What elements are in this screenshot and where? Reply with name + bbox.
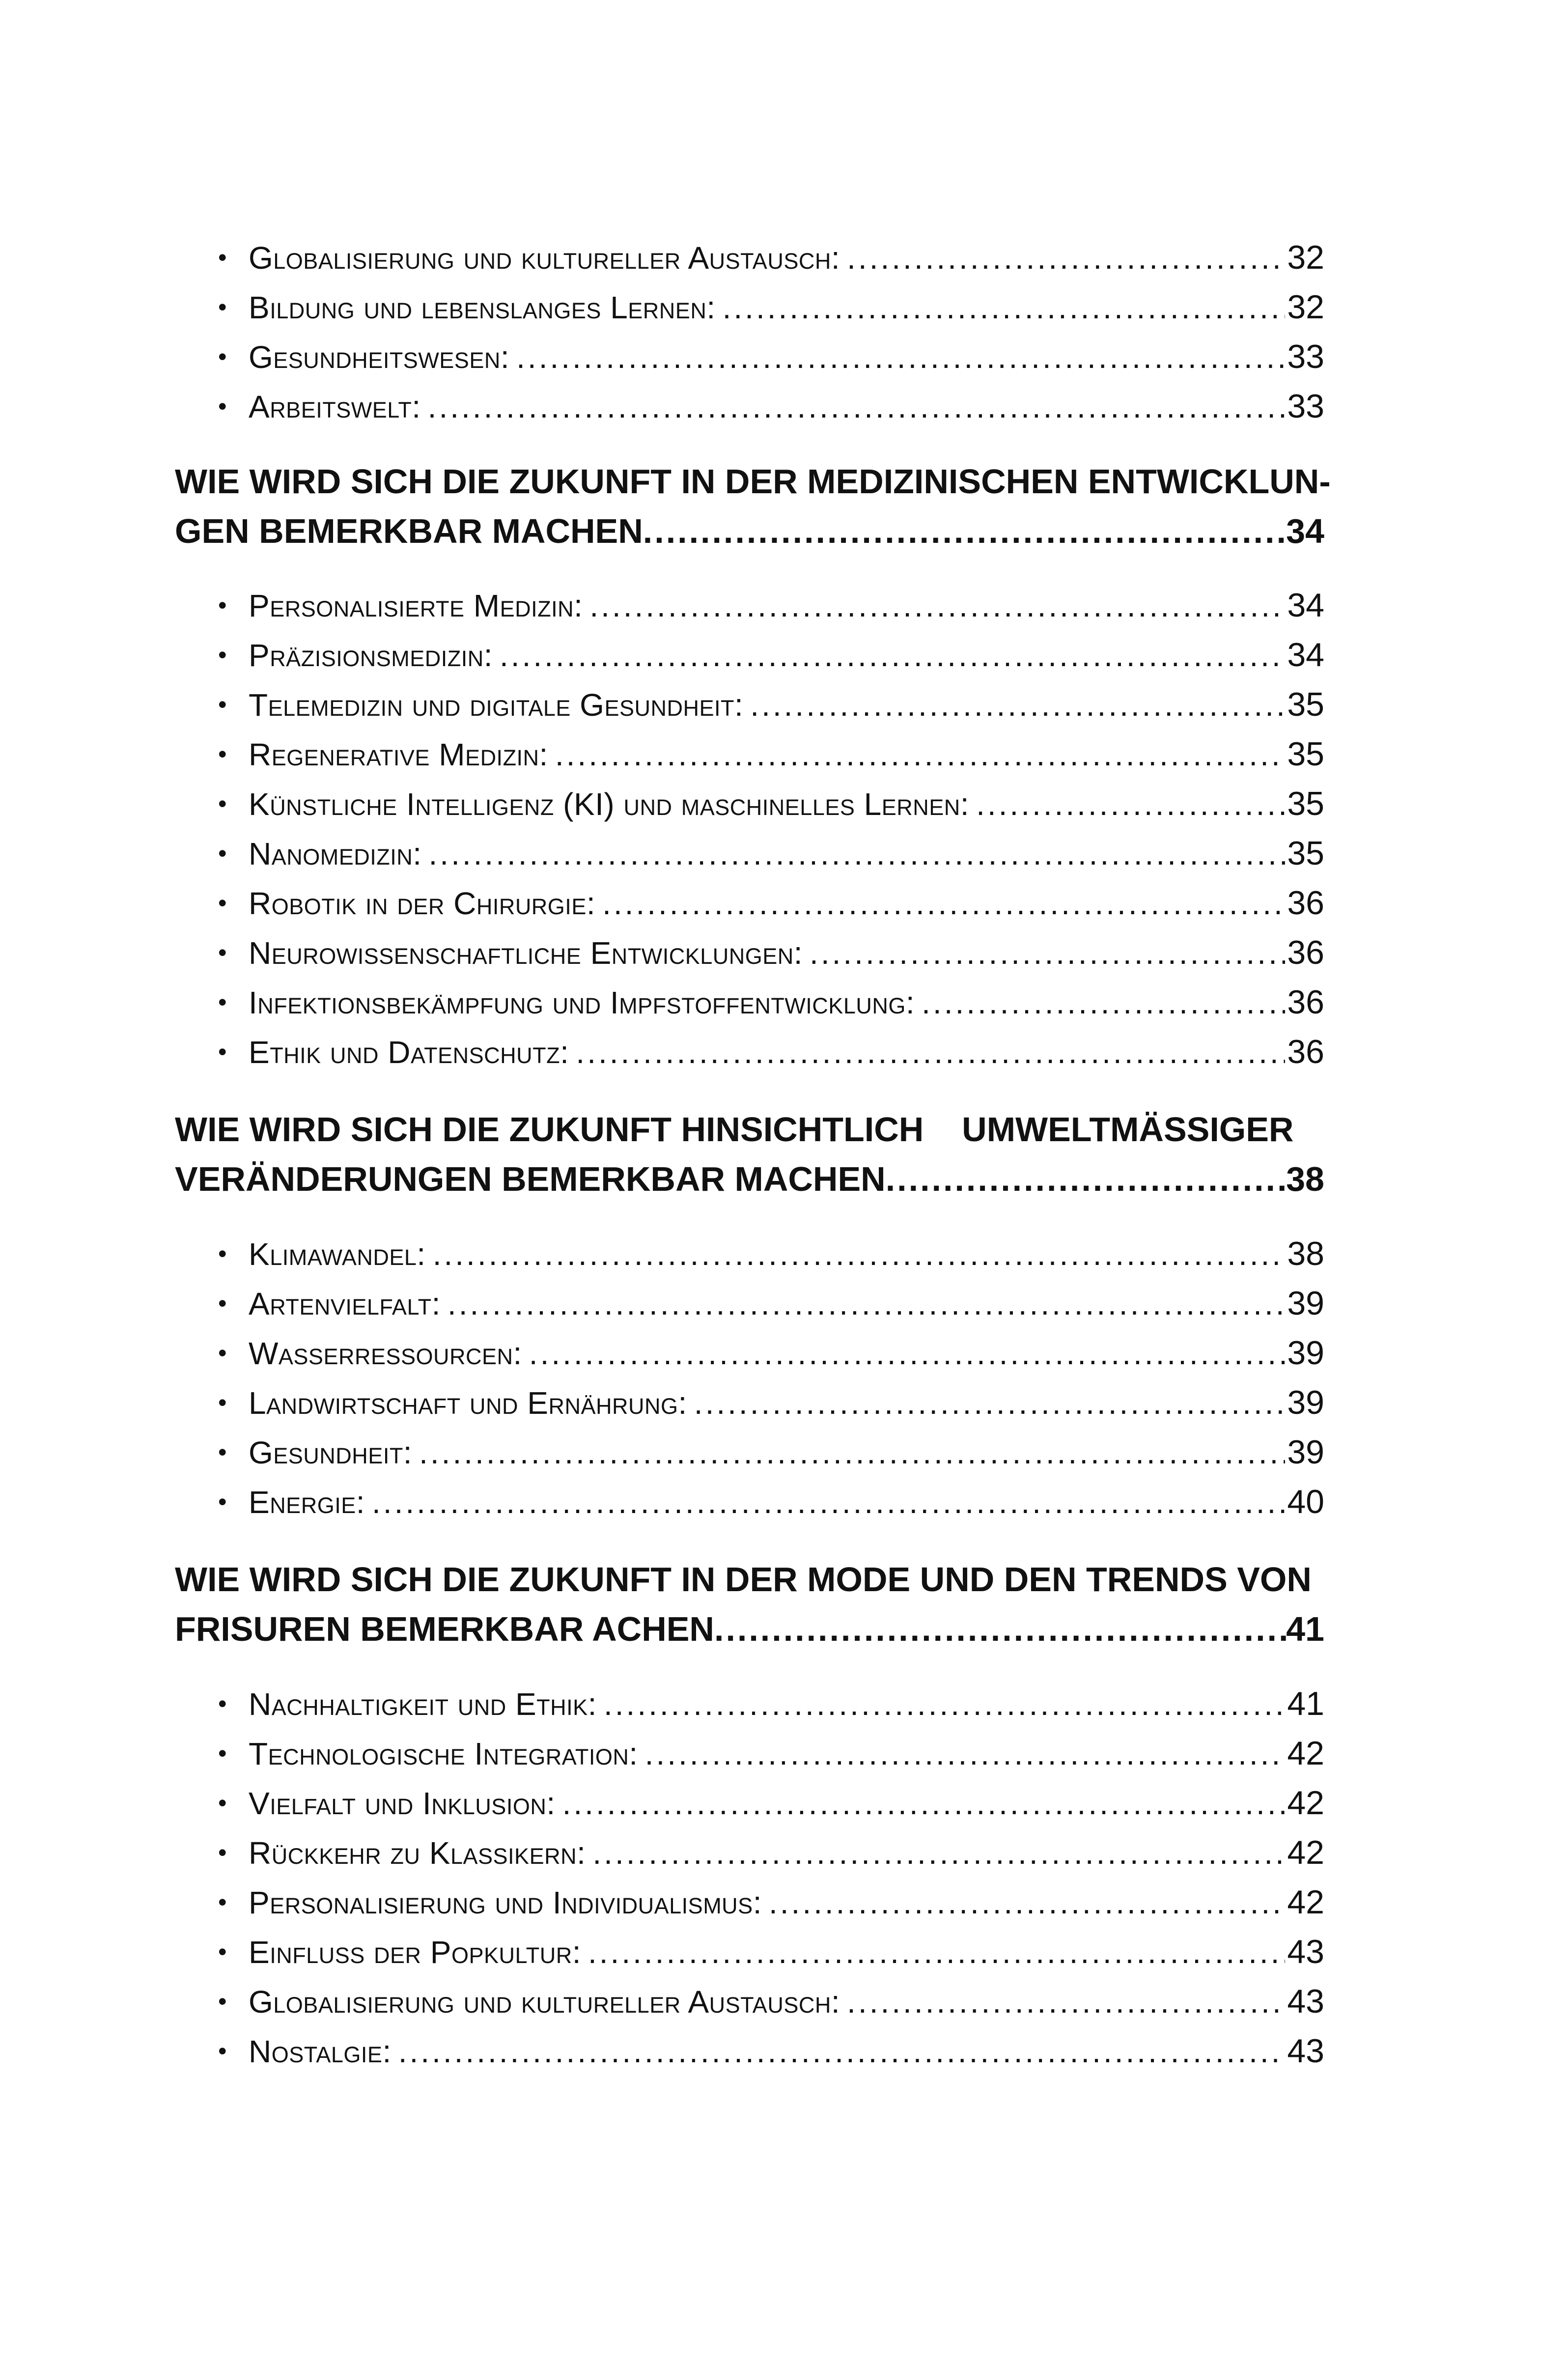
dot-leader [516, 333, 1285, 382]
toc-entry-label: Nachhaltigkeit und Ethik: [249, 1686, 597, 1722]
toc-entry[interactable] [175, 1778, 1324, 1828]
toc-entry[interactable] [175, 233, 1324, 282]
toc-group-2 [175, 581, 1324, 1077]
toc-entry-label: Nostalgie: [249, 2034, 392, 2069]
toc-entry[interactable] [175, 928, 1324, 978]
toc-entry[interactable] [175, 1927, 1324, 1977]
toc-entry-label: Telemedizin und digitale Gesundheit: [249, 687, 744, 723]
bullet-icon: • [218, 740, 227, 768]
dot-leader [602, 879, 1285, 928]
page-number: 35 [1287, 835, 1324, 872]
page-number: 43 [1287, 1983, 1324, 2020]
bullet-icon: • [218, 889, 227, 917]
page-number: 35 [1287, 735, 1324, 773]
heading-text: WIE WIRD SICH DIE ZUKUNFT IN DER MODE UND DEN TRENDS VON [175, 1560, 1312, 1599]
toc-entry-label: Rückkehr zu Klassikern: [249, 1835, 586, 1871]
toc-heading-mode[interactable] [175, 1555, 1324, 1654]
bullet-icon: • [218, 1438, 227, 1466]
dot-leader [847, 1977, 1285, 2027]
heading-text: FRISUREN BEMERKBAR ACHEN [175, 1610, 714, 1648]
page-number: 43 [1287, 1933, 1324, 1970]
bullet-icon: • [218, 840, 227, 867]
dot-leader [562, 1779, 1286, 1828]
toc-entry-label: Landwirtschaft und Ernährung: [249, 1385, 687, 1421]
heading-line-1 [175, 457, 1331, 506]
toc-entry[interactable] [175, 581, 1324, 630]
bullet-icon: • [218, 244, 227, 271]
dot-leader [500, 631, 1285, 680]
dot-leader [429, 829, 1286, 879]
bullet-icon: • [218, 1988, 227, 2015]
toc-entry-label: Personalisierung und Individualismus: [249, 1885, 762, 1920]
page-number: 39 [1287, 1285, 1324, 1322]
dot-leader [589, 581, 1285, 631]
bullet-icon: • [218, 1938, 227, 1965]
page-number: 42 [1287, 1735, 1324, 1772]
page-number: 36 [1287, 983, 1324, 1021]
toc-entry[interactable] [175, 878, 1324, 928]
toc-entry-label: Regenerative Medizin: [249, 737, 548, 772]
bullet-icon: • [218, 939, 227, 966]
page-number: 35 [1287, 686, 1324, 723]
toc-group-1 [175, 233, 1324, 431]
toc-group-3 [175, 1229, 1324, 1527]
toc-entry-label: Vielfalt und Inklusion: [249, 1786, 556, 1821]
page-number: 40 [1287, 1483, 1324, 1520]
toc-heading-medizin[interactable] [175, 457, 1331, 556]
toc-entry-label: Personalisierte Medizin: [249, 588, 583, 623]
page-number: 34 [1287, 587, 1324, 624]
bullet-icon: • [218, 1038, 227, 1066]
dot-leader [398, 2027, 1286, 2077]
dot-leader [555, 730, 1286, 780]
dot-leader [714, 1604, 1286, 1654]
dot-leader [886, 1154, 1286, 1204]
bullet-icon: • [218, 591, 227, 619]
dot-leader [529, 1329, 1286, 1378]
dot-leader [645, 1729, 1286, 1779]
toc-entry-label: Künstliche Intelligenz (KI) und maschinelles Lernen: [249, 786, 970, 822]
bullet-icon: • [218, 1240, 227, 1267]
toc-entry[interactable] [175, 1328, 1324, 1378]
page-number: 43 [1287, 2032, 1324, 2070]
bullet-icon: • [218, 1888, 227, 1916]
bullet-icon: • [218, 393, 227, 420]
bullet-icon: • [218, 1339, 227, 1367]
toc-entry[interactable] [175, 1828, 1324, 1878]
toc-entry-label: Klimawandel: [249, 1236, 426, 1272]
toc-entry[interactable] [175, 332, 1324, 382]
toc-entry[interactable] [175, 1729, 1324, 1778]
bullet-icon: • [218, 641, 227, 669]
toc-entry-label: Gesundheitswesen: [249, 339, 510, 375]
dot-leader [604, 1680, 1285, 1729]
dot-leader [810, 928, 1285, 978]
page-number: 36 [1287, 884, 1324, 922]
dot-leader [922, 978, 1285, 1028]
toc-entry-label: Einfluss der Popkultur: [249, 1935, 581, 1970]
heading-line-2 [175, 506, 1324, 556]
toc-entry[interactable] [175, 1229, 1324, 1279]
dot-leader [847, 233, 1285, 283]
page-number: 41 [1286, 1610, 1324, 1648]
dot-leader [750, 680, 1285, 730]
toc-entry-label: Robotik in der Chirurgie: [249, 886, 596, 921]
toc-entry[interactable] [175, 1878, 1324, 1927]
toc-entry-label: Arbeitswelt: [249, 389, 421, 424]
bullet-icon: • [218, 790, 227, 817]
bullet-icon: • [218, 1740, 227, 1767]
bullet-icon: • [218, 691, 227, 718]
dot-leader [769, 1878, 1285, 1928]
heading-text: WIE WIRD SICH DIE ZUKUNFT HINSICHTLICH UMWELTMÄSSIGER [175, 1110, 1294, 1149]
page-number: 38 [1286, 1160, 1324, 1198]
toc-entry-label: Präzisionsmedizin: [249, 638, 493, 673]
dot-leader [592, 1828, 1285, 1878]
toc-heading-umwelt[interactable] [175, 1105, 1324, 1204]
toc-entry[interactable] [175, 829, 1324, 878]
bullet-icon: • [218, 1488, 227, 1516]
toc-entry-label: Ethik und Datenschutz: [249, 1035, 569, 1070]
heading-line-2 [175, 1154, 1324, 1204]
page-number: 36 [1287, 934, 1324, 971]
toc-entry[interactable] [175, 680, 1324, 730]
page-number: 36 [1287, 1033, 1324, 1070]
toc-entry[interactable] [175, 779, 1324, 829]
bullet-icon: • [218, 1839, 227, 1866]
dot-leader [723, 283, 1286, 333]
dot-leader [576, 1028, 1285, 1077]
page-number: 33 [1287, 388, 1324, 425]
bullet-icon: • [218, 1690, 227, 1717]
dot-leader [588, 1928, 1285, 1977]
bullet-icon: • [218, 343, 227, 370]
page-number: 32 [1287, 288, 1324, 326]
toc-entry-label: Neurowissenschaftliche Entwicklungen: [249, 935, 803, 971]
toc-entry-label: Globalisierung und kultureller Austausch: [249, 1984, 840, 2020]
toc-entry[interactable] [175, 978, 1324, 1027]
page-number: 42 [1287, 1834, 1324, 1871]
dot-leader [976, 780, 1285, 829]
dot-leader [372, 1478, 1285, 1527]
toc-entry[interactable] [175, 1428, 1324, 1477]
toc-entry-label: Gesundheit: [249, 1435, 413, 1470]
bullet-icon: • [218, 2037, 227, 2065]
page-number: 39 [1287, 1433, 1324, 1471]
heading-line-2 [175, 1604, 1324, 1654]
dot-leader [694, 1378, 1286, 1428]
page-number: 39 [1287, 1334, 1324, 1372]
toc-entry-label: Energie: [249, 1485, 365, 1520]
toc-entry[interactable] [175, 730, 1324, 779]
dot-leader [428, 382, 1286, 432]
toc-entry[interactable] [175, 2026, 1324, 2076]
toc-entry[interactable] [175, 1977, 1324, 2026]
toc-entry-label: Wasserressourcen: [249, 1336, 522, 1371]
page-number: 34 [1286, 512, 1324, 550]
heading-text: WIE WIRD SICH DIE ZUKUNFT IN DER MEDIZINISCHEN ENTWICKLUN- [175, 462, 1331, 501]
toc-entry[interactable] [175, 282, 1324, 332]
heading-line-1 [175, 1555, 1324, 1604]
bullet-icon: • [218, 988, 227, 1016]
toc-group-4 [175, 1679, 1324, 2076]
page-number: 34 [1287, 636, 1324, 674]
heading-text: GEN BEMERKBAR MACHEN [175, 512, 643, 550]
toc-entry-label: Nanomedizin: [249, 836, 422, 871]
page-number: 35 [1287, 785, 1324, 822]
bullet-icon: • [218, 293, 227, 321]
toc-entry-label: Technologische Integration: [249, 1736, 638, 1771]
page-number: 38 [1287, 1235, 1324, 1272]
toc-entry[interactable] [175, 382, 1324, 431]
toc-entry-label: Globalisierung und kultureller Austausch: [249, 240, 840, 276]
dot-leader [419, 1428, 1285, 1478]
bullet-icon: • [218, 1290, 227, 1317]
heading-line-1 [175, 1105, 1324, 1154]
toc-entry-label: Infektionsbekämpfung und Impfstoffentwicklung: [249, 985, 915, 1020]
page-number: 39 [1287, 1384, 1324, 1421]
toc-entry-label: Bildung und lebenslanges Lernen: [249, 290, 716, 325]
toc-entry[interactable] [175, 1279, 1324, 1328]
page-number: 33 [1287, 338, 1324, 375]
toc-entry-label: Artenvielfalt: [249, 1286, 441, 1321]
bullet-icon: • [218, 1389, 227, 1416]
bullet-icon: • [218, 1789, 227, 1817]
toc-entry[interactable] [175, 1027, 1324, 1077]
heading-text: VERÄNDERUNGEN BEMERKBAR MACHEN [175, 1160, 886, 1198]
page-number: 32 [1287, 239, 1324, 276]
dot-leader [448, 1279, 1285, 1329]
toc-entry[interactable] [175, 630, 1324, 680]
page-number: 41 [1287, 1685, 1324, 1722]
toc-entry[interactable] [175, 1378, 1324, 1428]
toc-entry[interactable] [175, 1679, 1324, 1729]
dot-leader [643, 506, 1286, 556]
page-number: 42 [1287, 1784, 1324, 1822]
dot-leader [433, 1230, 1286, 1279]
page-number: 42 [1287, 1883, 1324, 1921]
toc-entry[interactable] [175, 1477, 1324, 1527]
